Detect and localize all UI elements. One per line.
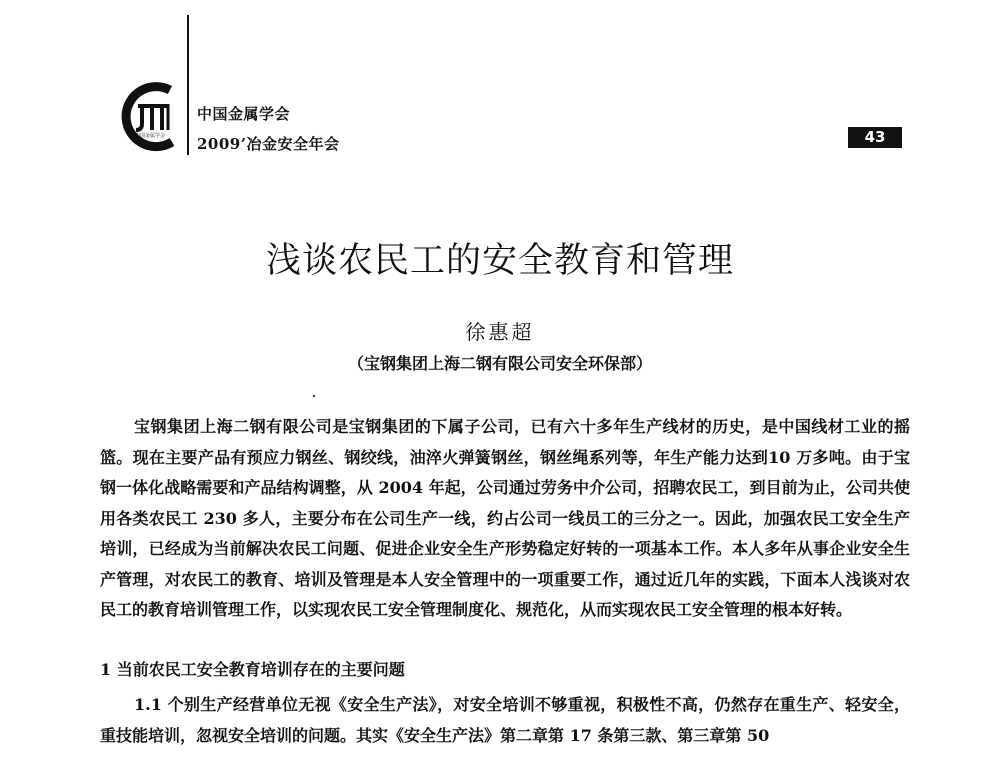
author-name: 徐惠超 (465, 320, 535, 344)
page-number-badge: 43 (848, 127, 902, 148)
intro-paragraph (100, 412, 910, 626)
intro-paragraph-text: 宝钢集团上海二钢有限公司是宝钢集团的下属子公司，已有六十多年生产线材的历史，是中国线材工业的摇篮。现在主要产品有预应力钢丝、钢绞线，油淬火弹簧钢丝，钢丝绳系列等，年生产能力达到10 万多吨。由于宝钢一体化战略需要和产品结构调整，从 2004 年起，公司通过劳务中介公司，招聘农民工，到目前为止，公司共使用各类农民工 230 多人，主要分布在公司生产一线，约占公司一线员工的三分之一。因此，加强农民工安全生产培训，已经成为当前解决农民工问题、促进企业安全生产形势稳定好转的一项基本工作。本人多年从事企业安全生产管理，对农民工的教育、培训及管理是本人安全管理中的一项重要工作，通过近几年的实践，下面本人浅谈对农民工的教育培训管理工作，以实现农民工安全管理制度化、规范化，从而实现农民工安全管理的根本好转。 (100, 417, 910, 619)
section-paragraph-text: 1.1 个别生产经营单位无视《安全生产法》，对安全培训不够重视，积极性不高，仍然存在重生产、轻安全，重技能培训，忽视安全培训的问题。其实《安全生产法》第二章第 17 条第三款、第三章第 50 (100, 695, 910, 745)
organization-name: 中国金属学会 (197, 105, 291, 123)
section-heading: 1 当前农民工安全教育培训存在的主要问题 (100, 660, 405, 679)
header-divider (187, 15, 189, 155)
logo-mark-icon (136, 104, 168, 130)
section-paragraph (100, 690, 910, 751)
author-affiliation: （宝钢集团上海二钢有限公司安全环保部） (347, 354, 652, 373)
scan-speck (313, 395, 315, 397)
article-title: 浅谈农民工的安全教育和管理 (265, 241, 734, 281)
society-logo (116, 80, 184, 152)
logo-lettering: 中国金属学会 (134, 133, 166, 139)
conference-name: 2009’冶金安全年会 (197, 135, 340, 153)
